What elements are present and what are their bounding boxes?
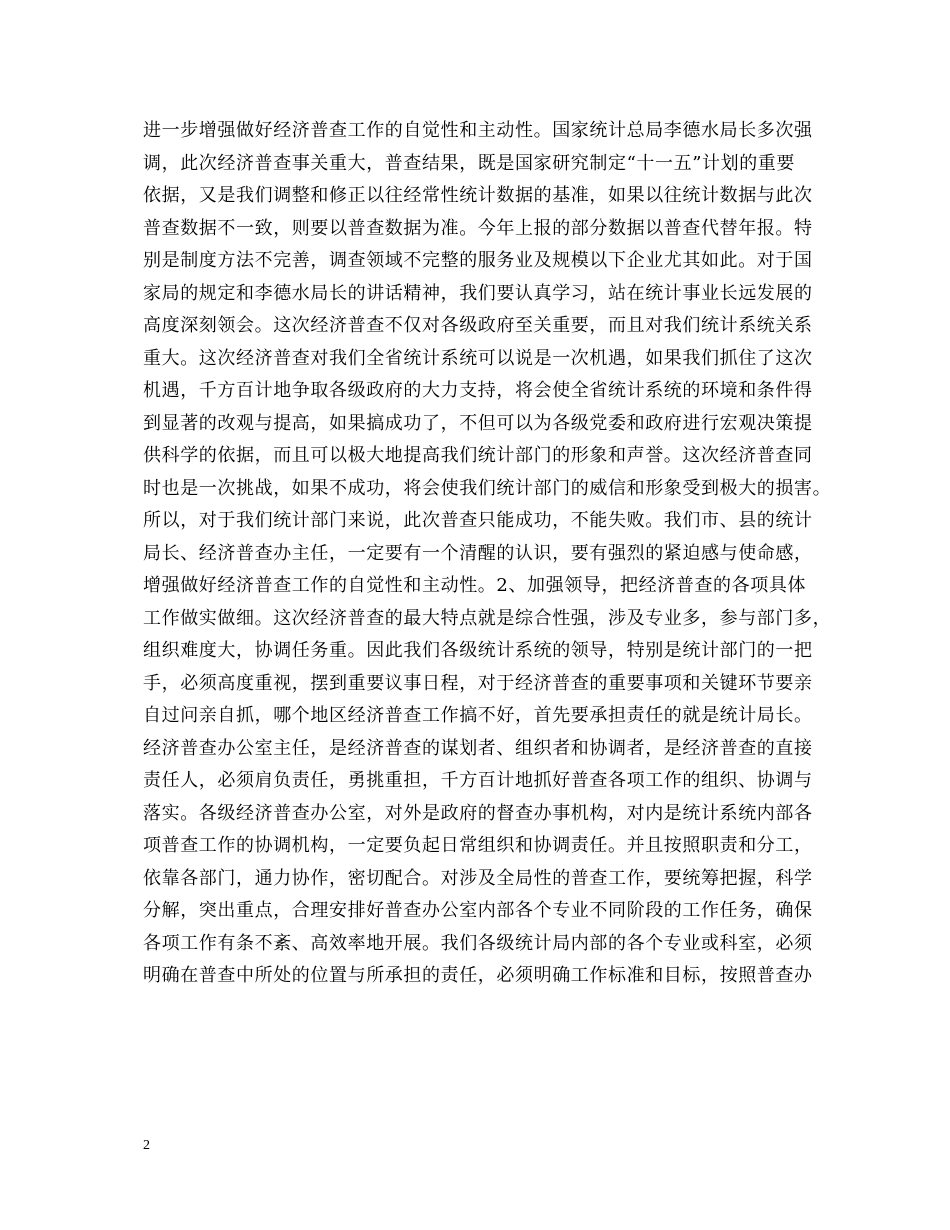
text-line: 责任人，必须肩负责任，勇挑重担，千方百计地抓好普查各项工作的组织、协调与 [143,770,813,791]
text-line: 依靠各部门，通力协作，密切配合。对涉及全局性的普查工作，要统筹把握，科学 [143,867,813,889]
text-line: 手，必须高度重视，摆到重要议事日程，对于经济普查的重要事项和关键环节要亲 [143,672,813,694]
body-text [143,115,833,993]
page-number: 2 [143,1138,150,1153]
text-line: 分解，突出重点，合理安排好普查办公室内部各个专业不同阶段的工作任务，确保 [143,900,813,921]
text-line: 高度深刻领会。这次经济普查不仅对各级政府至关重要，而且对我们统计系统关系 [143,315,813,336]
text-line: 项普查工作的协调机构，一定要负起日常组织和协调责任。并且按照职责和分工， [143,835,813,856]
text-line: 家局的规定和李德水局长的讲话精神，我们要认真学习，站在统计事业长远发展的 [143,282,813,304]
text-line: 局长、经济普查办主任，一定要有一个清醒的认识，要有强烈的紧迫感与使命感， [143,542,813,564]
text-line: 工作做实做细。这次经济普查的最大特点就是综合性强，涉及专业多，参与部门多， [143,607,832,629]
text-line: 明确在普查中所处的位置与所承担的责任，必须明确工作标准和目标，按照普查办 [143,965,813,986]
text-line: 所以，对于我们统计部门来说，此次普查只能成功，不能失败。我们市、县的统计 [143,510,813,531]
text-line: 调，此次经济普查事关重大，普查结果，既是国家研究制定“十一五”计划的重要 [143,152,796,174]
text-line: 时也是一次挑战，如果不成功，将会使我们统计部门的威信和形象受到极大的损害。 [143,477,832,499]
text-line: 依据，又是我们调整和修正以往经常性统计数据的基准，如果以往统计数据与此次 [143,185,813,206]
text-line: 自过问亲自抓，哪个地区经济普查工作搞不好，首先要承担责任的就是统计局长。 [143,705,813,726]
text-line: 重大。这次经济普查对我们全省统计系统可以说是一次机遇，如果我们抓住了这次 [143,347,813,369]
text-line: 供科学的依据，而且可以极大地提高我们统计部门的形象和声誉。这次经济普查同 [143,445,813,466]
text-line: 进一步增强做好经济普查工作的自觉性和主动性。国家统计总局李德水局长多次强 [143,120,813,141]
text-line: 别是制度方法不完善，调查领域不完整的服务业及规模以下企业尤其如此。对于国 [143,250,813,271]
text-line: 机遇，千方百计地争取各级政府的大力支持，将会使全省统计系统的环境和条件得 [143,380,813,401]
text-line: 组织难度大，协调任务重。因此我们各级统计系统的领导，特别是统计部门的一把 [143,640,813,661]
text-line: 增强做好经济普查工作的自觉性和主动性。2、加强领导，把经济普查的各项具体 [143,575,807,596]
text-line: 落实。各级经济普查办公室，对外是政府的督查办事机构，对内是统计系统内部各 [143,802,813,824]
text-line: 经济普查办公室主任，是经济普查的谋划者、组织者和协调者，是经济普查的直接 [143,737,813,759]
text-line: 各项工作有条不紊、高效率地开展。我们各级统计局内部的各个专业或科室，必须 [143,932,813,954]
text-line: 到显著的改观与提高，如果搞成功了，不但可以为各级党委和政府进行宏观决策提 [143,412,813,434]
text-line: 普查数据不一致，则要以普查数据为准。今年上报的部分数据以普查代替年报。特 [143,217,813,239]
